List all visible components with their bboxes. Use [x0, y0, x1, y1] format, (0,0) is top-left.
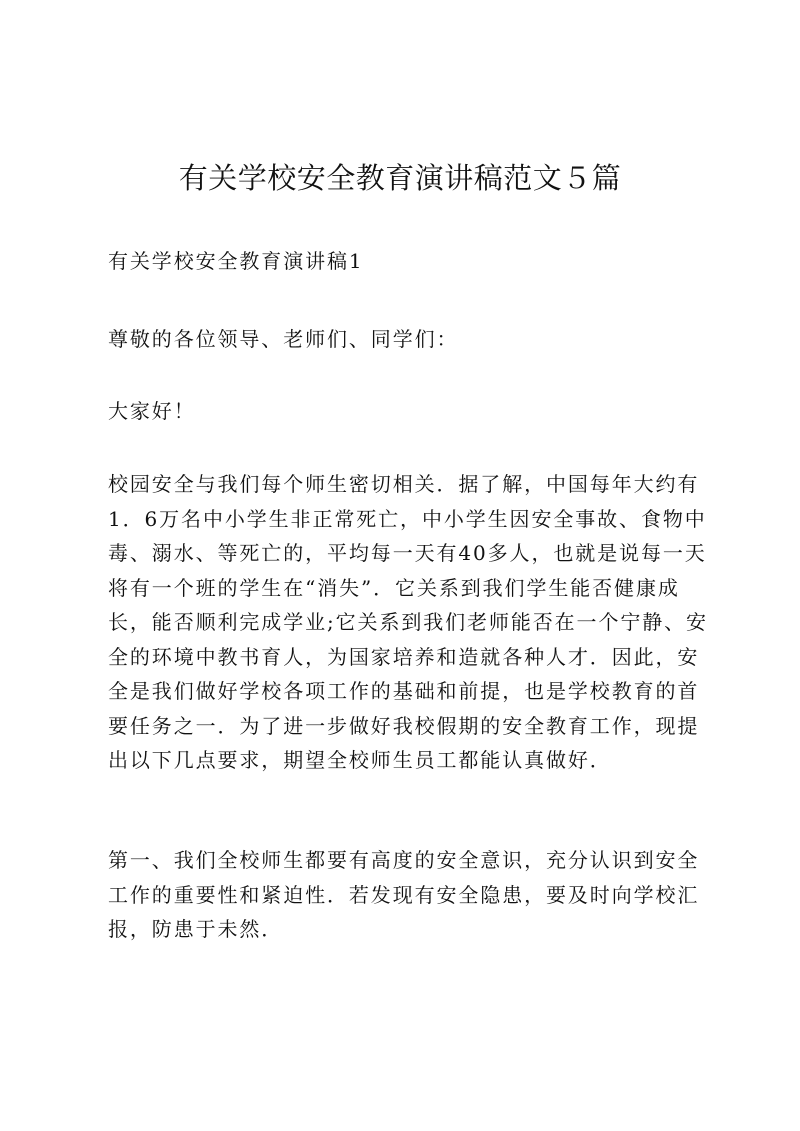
document-title: 有关学校安全教育演讲稿范文５篇: [178, 161, 622, 195]
speech-heading: 有关学校安全教育演讲稿1: [108, 249, 364, 273]
paragraph-line: 全是我们做好学校各项工作的基础和前提，也是学校教育的首: [108, 679, 700, 703]
paragraph-line: 将有一个班的学生在“消失”．它关系到我们学生能否健康成: [108, 575, 680, 600]
paragraph-line: 1．6万名中小学生非正常死亡，中小学生因安全事故、食物中: [108, 506, 707, 531]
paragraph-line: 长，能否顺利完成学业;它关系到我们老师能否在一个宁静、安: [108, 610, 708, 634]
body-paragraph-2: [108, 843, 698, 947]
body-paragraph-1: [108, 467, 708, 778]
paragraph-line: 工作的重要性和紧迫性．若发现有安全隐患，要及时向学校汇: [108, 882, 700, 907]
paragraph-line: 第一、我们全校师生都要有高度的安全意识，充分认识到安全: [108, 848, 700, 872]
salutation: 尊敬的各位领导、老师们、同学们：: [108, 327, 459, 351]
paragraph-line: 报，防患于未然．: [108, 917, 284, 941]
paragraph-line: 全的环境中教书育人，为国家培养和造就各种人才．因此，安: [108, 644, 700, 669]
paragraph-line: 校园安全与我们每个师生密切相关．据了解，中国每年大约有: [108, 472, 700, 496]
greeting: 大家好！: [108, 399, 196, 423]
paragraph-line: 出以下几点要求，期望全校师生员工都能认真做好．: [108, 748, 612, 772]
paragraph-line: 毒、溺水、等死亡的，平均每一天有40多人，也就是说每一天: [108, 541, 707, 565]
paragraph-line: 要任务之一．为了进一步做好我校假期的安全教育工作，现提: [108, 713, 700, 738]
